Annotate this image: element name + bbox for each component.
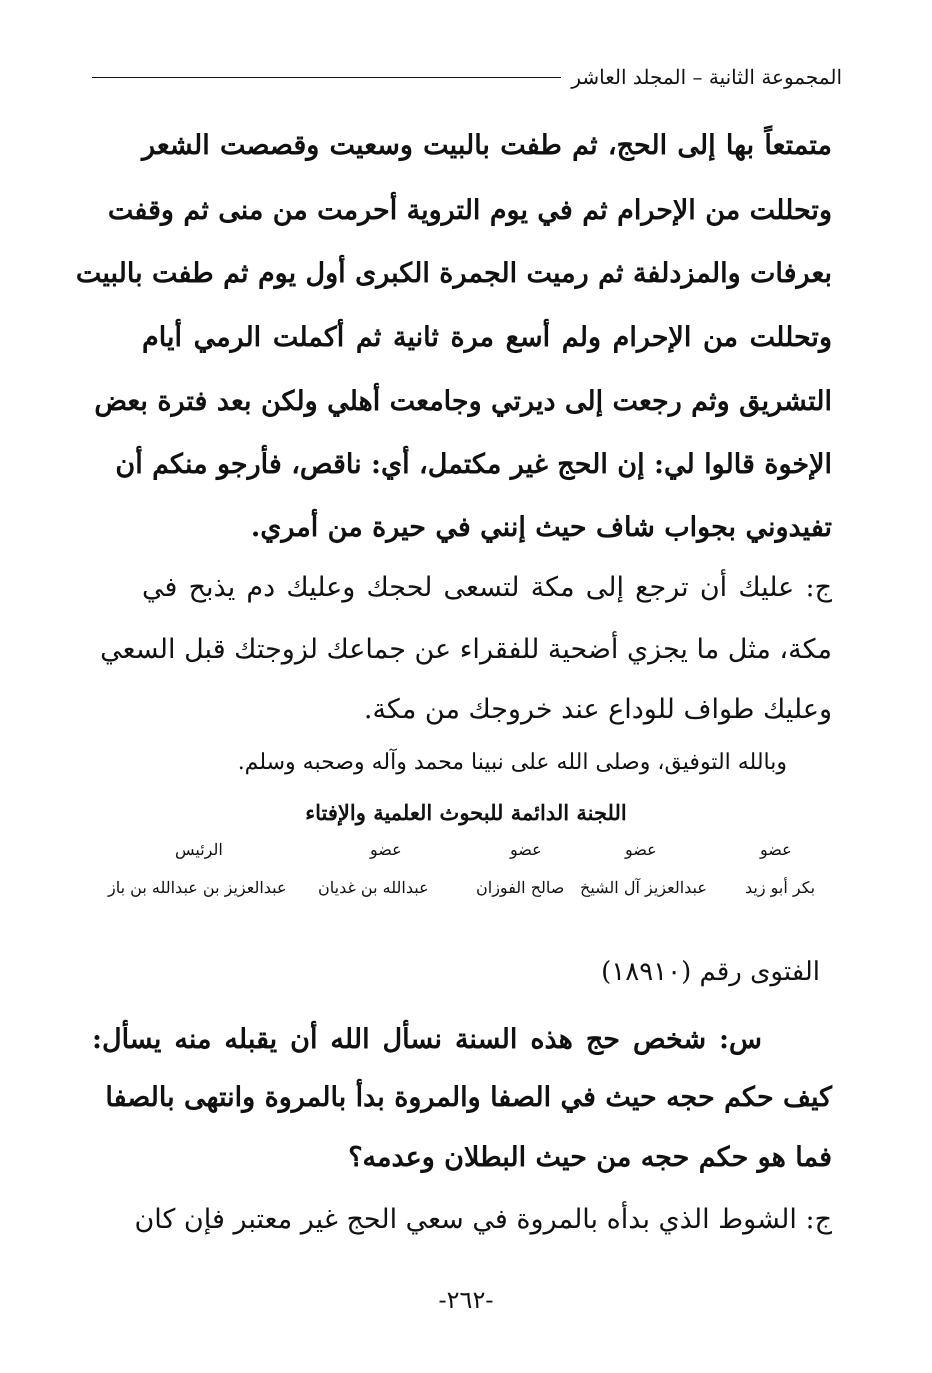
question1-line: بعرفات والمزدلفة ثم رميت الجمرة الكبرى أول يوم ثم طفت بالبيت — [75, 258, 832, 289]
question2-line: فما هو حكم حجه من حيث البطلان وعدمه؟ — [348, 1142, 832, 1173]
member-name: صالح الفوزان — [476, 878, 565, 897]
member-role: الرئيس — [175, 840, 223, 859]
question2-line: كيف حكم حجه حيث في الصفا والمروة بدأ بالمروة وانتهى بالصفا — [105, 1082, 832, 1113]
closing-blessing: وبالله التوفيق، وصلى الله على نبينا محمد وآله وصحبه وسلم. — [237, 750, 787, 775]
fatwa-number: الفتوى رقم (١٨٩١٠) — [601, 957, 820, 987]
question2-line: س: شخص حج هذه السنة نسأل الله أن يقبله منه يسأل: — [92, 1024, 762, 1055]
question1-line: متمتعاً بها إلى الحج، ثم طفت بالبيت وسعيت وقصصت الشعر — [142, 130, 832, 161]
answer2-line: ج: الشوط الذي بدأه بالمروة في سعي الحج غير معتبر فإن كان — [134, 1204, 832, 1235]
answer1-line: ج: عليك أن ترجع إلى مكة لتسعى لحجك وعليك دم يذبح في — [142, 572, 832, 603]
question1-line: وتحللت من الإحرام ولم أسع مرة ثانية ثم أكملت الرمي أيام — [142, 322, 832, 353]
committee-title: اللجنة الدائمة للبحوث العلمية والإفتاء — [305, 800, 627, 825]
header-rule — [92, 77, 561, 78]
question1-line: التشريق وثم رجعت إلى ديرتي وجامعت أهلي ولكن بعد فترة بعض — [94, 386, 832, 417]
page-number: -٢٦٢- — [438, 1286, 494, 1314]
member-name: عبدالعزيز بن عبدالله بن باز — [108, 878, 287, 897]
running-header — [92, 60, 842, 94]
member-name: عبدالله بن غديان — [318, 878, 429, 897]
answer1-line: مكة، مثل ما يجزي أضحية للفقراء عن جماعك لزوجتك قبل السعي — [100, 634, 832, 665]
question1-line: الإخوة قالوا لي: إن الحج غير مكتمل، أي: ناقص، فأرجو منكم أن — [115, 449, 832, 480]
answer1-line: وعليك طواف للوداع عند خروجك من مكة. — [363, 694, 832, 725]
member-role: عضو — [510, 840, 542, 859]
question1-line: تفيدوني بجواب شاف حيث إنني في حيرة من أمري. — [250, 512, 832, 543]
member-name: بكر أبو زيد — [745, 878, 816, 897]
question1-line: وتحللت من الإحرام ثم في يوم التروية أحرمت من منى ثم وقفت — [107, 195, 832, 226]
member-role: عضو — [370, 840, 402, 859]
member-role: عضو — [625, 840, 657, 859]
member-role: عضو — [760, 840, 792, 859]
header-title: المجموعة الثانية – المجلد العاشر — [571, 65, 842, 89]
member-name: عبدالعزيز آل الشيخ — [580, 878, 707, 897]
committee-members — [90, 840, 832, 910]
